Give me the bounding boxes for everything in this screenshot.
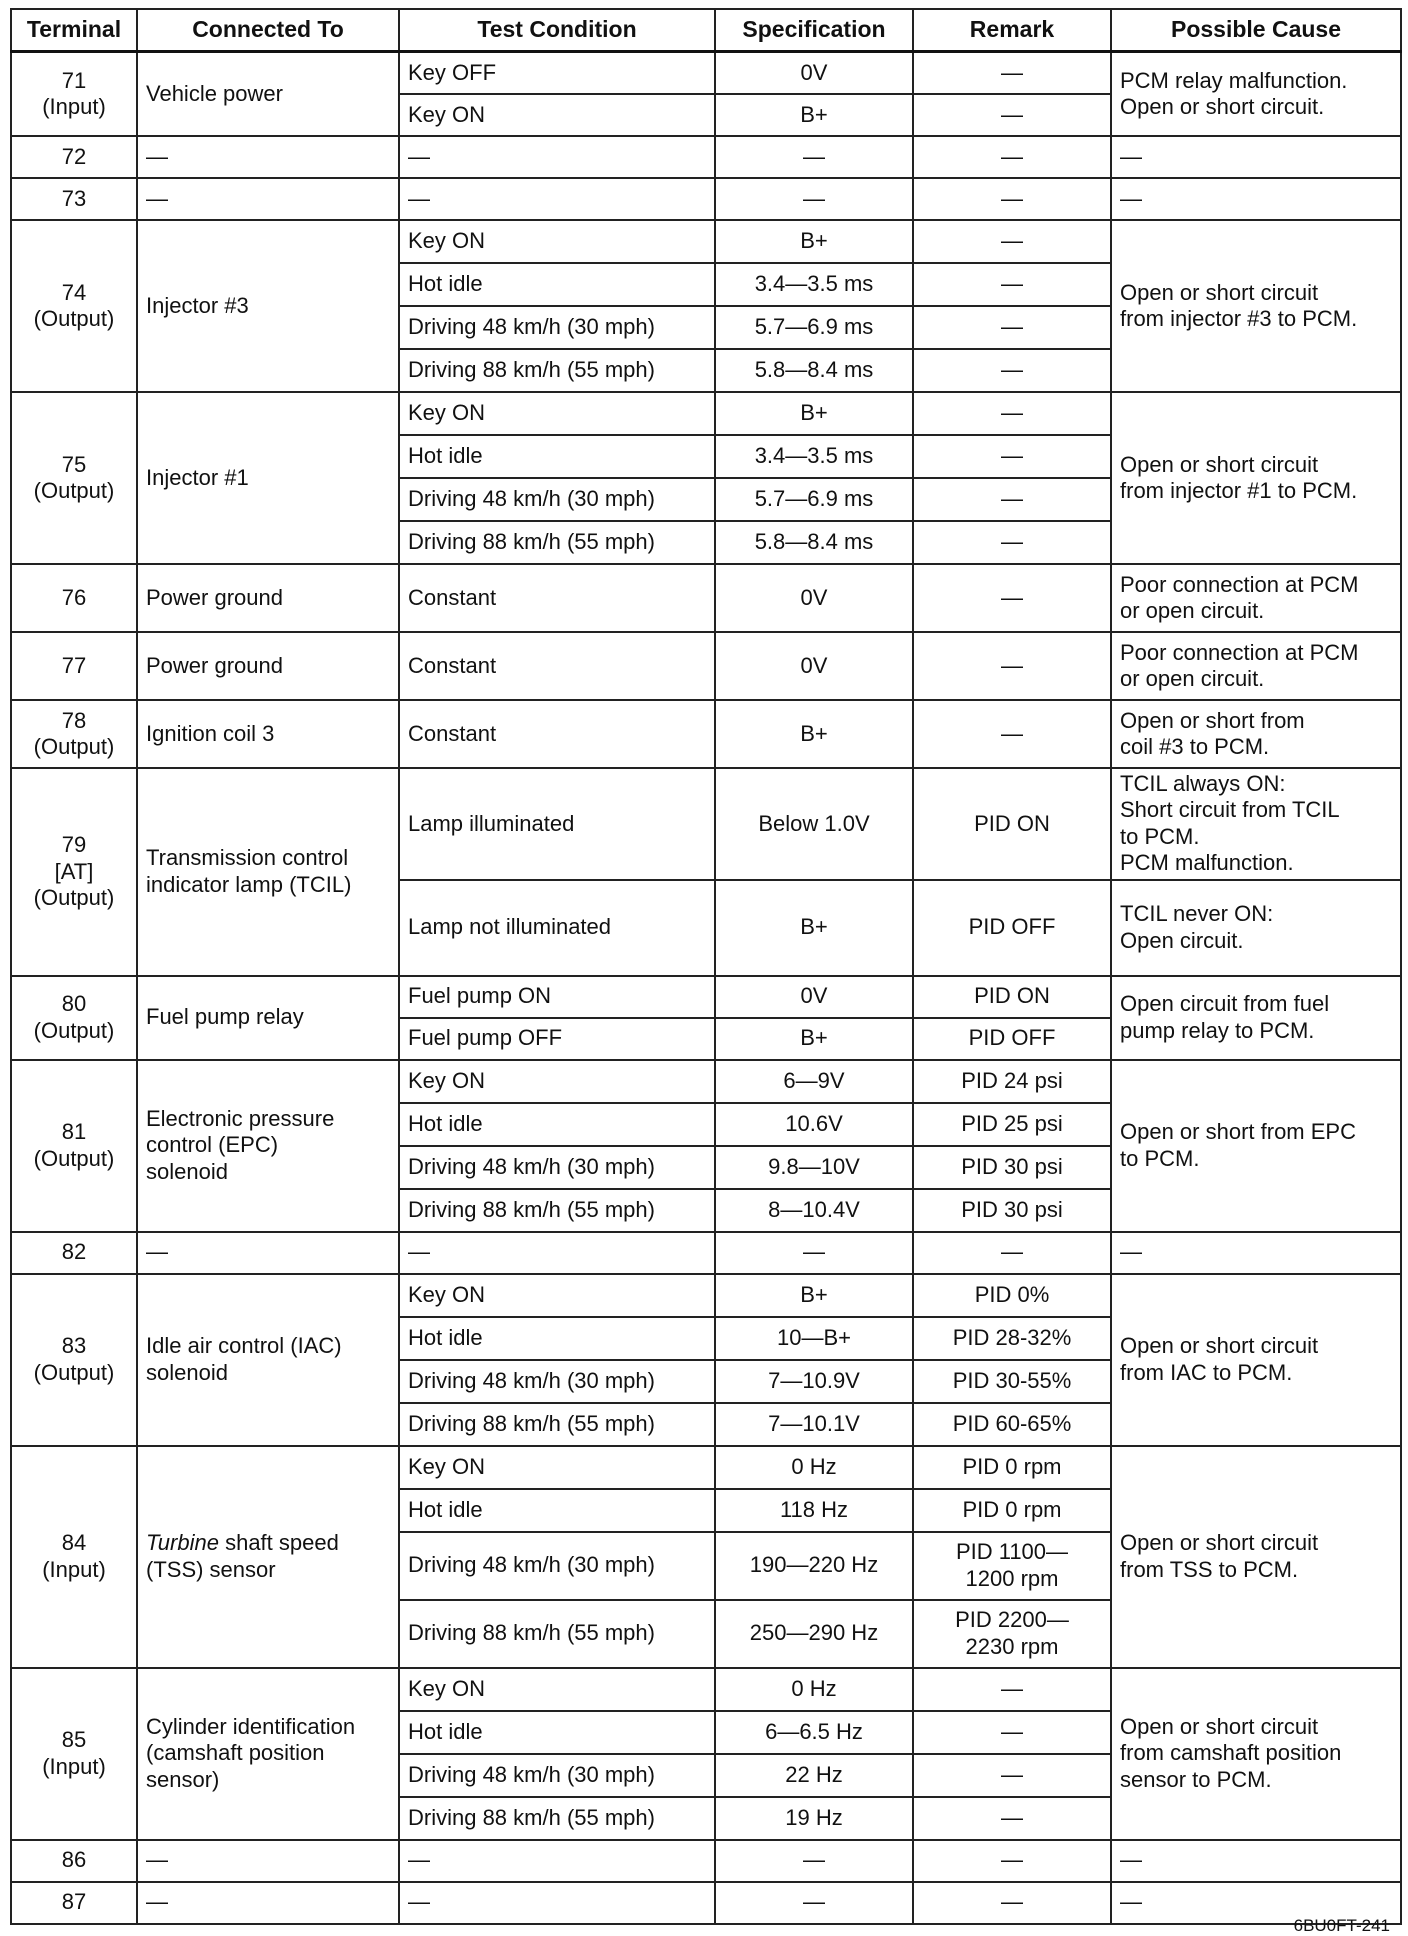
test-condition-cell: Driving 88 km/h (55 mph) bbox=[399, 349, 715, 392]
remark-cell: PID 2200— 2230 rpm bbox=[913, 1600, 1111, 1668]
terminal-cell: 78 (Output) bbox=[11, 700, 137, 768]
test-condition-cell: Hot idle bbox=[399, 1489, 715, 1532]
test-condition-cell: Driving 88 km/h (55 mph) bbox=[399, 1600, 715, 1668]
specification-cell: 10.6V bbox=[715, 1103, 913, 1146]
specification-cell: B+ bbox=[715, 392, 913, 435]
specification-cell: — bbox=[715, 1840, 913, 1882]
remark-cell: PID 1100— 1200 rpm bbox=[913, 1532, 1111, 1600]
test-condition-cell: Key OFF bbox=[399, 52, 715, 95]
possible-cause-cell: Open or short from coil #3 to PCM. bbox=[1111, 700, 1401, 768]
remark-cell: — bbox=[913, 1840, 1111, 1882]
remark-cell: PID 28-32% bbox=[913, 1317, 1111, 1360]
test-condition-cell: Key ON bbox=[399, 1060, 715, 1103]
test-condition-cell: Lamp illuminated bbox=[399, 768, 715, 880]
specification-cell: B+ bbox=[715, 220, 913, 263]
header-terminal: Terminal bbox=[11, 9, 137, 52]
specification-cell: 9.8—10V bbox=[715, 1146, 913, 1189]
test-condition-cell: Constant bbox=[399, 700, 715, 768]
test-condition-cell: Driving 88 km/h (55 mph) bbox=[399, 521, 715, 564]
specification-cell: — bbox=[715, 136, 913, 178]
connected-to-cell: Vehicle power bbox=[137, 52, 399, 137]
table-row bbox=[11, 136, 1401, 178]
test-condition-cell: Hot idle bbox=[399, 1103, 715, 1146]
specification-cell: 0 Hz bbox=[715, 1668, 913, 1711]
specification-cell: 5.8—8.4 ms bbox=[715, 521, 913, 564]
test-condition-cell: Hot idle bbox=[399, 1711, 715, 1754]
possible-cause-cell: Open or short circuit from TSS to PCM. bbox=[1111, 1446, 1401, 1668]
table-row bbox=[11, 632, 1401, 700]
remark-cell: — bbox=[913, 1797, 1111, 1840]
possible-cause-cell: Poor connection at PCM or open circuit. bbox=[1111, 632, 1401, 700]
specification-cell: — bbox=[715, 178, 913, 220]
specification-cell: — bbox=[715, 1882, 913, 1924]
remark-cell: — bbox=[913, 52, 1111, 95]
test-condition-cell: Key ON bbox=[399, 1668, 715, 1711]
table-row bbox=[11, 1446, 1401, 1489]
figure-code: 6BU0FT-241 bbox=[1293, 1916, 1390, 1935]
remark-cell: — bbox=[913, 478, 1111, 521]
possible-cause-cell: — bbox=[1111, 136, 1401, 178]
remark-cell: — bbox=[913, 94, 1111, 136]
table-row bbox=[11, 1882, 1401, 1924]
remark-cell: PID 30 psi bbox=[913, 1146, 1111, 1189]
test-condition-cell: Fuel pump OFF bbox=[399, 1018, 715, 1060]
test-condition-cell: — bbox=[399, 1840, 715, 1882]
table-row bbox=[11, 52, 1401, 95]
remark-cell: — bbox=[913, 349, 1111, 392]
possible-cause-cell: Open or short circuit from injector #3 to PCM. bbox=[1111, 220, 1401, 392]
remark-cell: — bbox=[913, 263, 1111, 306]
pcm-terminal-table-sheet bbox=[10, 8, 1400, 1935]
specification-cell: B+ bbox=[715, 1018, 913, 1060]
remark-cell: — bbox=[913, 1668, 1111, 1711]
pcm-terminal-table bbox=[10, 8, 1402, 1925]
specification-cell: 5.7—6.9 ms bbox=[715, 306, 913, 349]
possible-cause-cell: Open or short circuit from camshaft position sensor to PCM. bbox=[1111, 1668, 1401, 1840]
possible-cause-cell: Poor connection at PCM or open circuit. bbox=[1111, 564, 1401, 632]
remark-cell: PID ON bbox=[913, 976, 1111, 1018]
remark-cell: — bbox=[913, 1711, 1111, 1754]
test-condition-cell: Driving 48 km/h (30 mph) bbox=[399, 1360, 715, 1403]
specification-cell: 6—9V bbox=[715, 1060, 913, 1103]
table-body bbox=[11, 52, 1401, 1924]
connected-to-cell: — bbox=[137, 1882, 399, 1924]
test-condition-cell: — bbox=[399, 178, 715, 220]
connected-to-cell: — bbox=[137, 178, 399, 220]
possible-cause-cell: — bbox=[1111, 1840, 1401, 1882]
table-row bbox=[11, 1232, 1401, 1274]
specification-cell: 0V bbox=[715, 632, 913, 700]
connected-to-cell: — bbox=[137, 136, 399, 178]
test-condition-cell: Fuel pump ON bbox=[399, 976, 715, 1018]
specification-cell: B+ bbox=[715, 94, 913, 136]
specification-cell: 118 Hz bbox=[715, 1489, 913, 1532]
terminal-cell: 80 (Output) bbox=[11, 976, 137, 1060]
terminal-cell: 74 (Output) bbox=[11, 220, 137, 392]
remark-cell: PID OFF bbox=[913, 880, 1111, 976]
terminal-cell: 71 (Input) bbox=[11, 52, 137, 137]
table-row bbox=[11, 768, 1401, 880]
terminal-cell: 83 (Output) bbox=[11, 1274, 137, 1446]
specification-cell: Below 1.0V bbox=[715, 768, 913, 880]
specification-cell: 0V bbox=[715, 976, 913, 1018]
test-condition-cell: Driving 48 km/h (30 mph) bbox=[399, 306, 715, 349]
possible-cause-cell: TCIL always ON: Short circuit from TCIL to PCM. PCM malfunction. bbox=[1111, 768, 1401, 880]
header-specification: Specification bbox=[715, 9, 913, 52]
connected-to-cell: Electronic pressure control (EPC) solenoid bbox=[137, 1060, 399, 1232]
test-condition-cell: Key ON bbox=[399, 1274, 715, 1317]
table-header-row bbox=[11, 9, 1401, 52]
specification-cell: 7—10.1V bbox=[715, 1403, 913, 1446]
remark-cell: — bbox=[913, 306, 1111, 349]
terminal-cell: 87 bbox=[11, 1882, 137, 1924]
test-condition-cell: Driving 88 km/h (55 mph) bbox=[399, 1403, 715, 1446]
connected-to-cell: Cylinder identification (camshaft position sensor) bbox=[137, 1668, 399, 1840]
possible-cause-cell: Open or short circuit from injector #1 to PCM. bbox=[1111, 392, 1401, 564]
specification-cell: 0V bbox=[715, 52, 913, 95]
table-row bbox=[11, 1840, 1401, 1882]
table-row bbox=[11, 1274, 1401, 1317]
terminal-cell: 81 (Output) bbox=[11, 1060, 137, 1232]
test-condition-cell: Lamp not illuminated bbox=[399, 880, 715, 976]
remark-cell: — bbox=[913, 220, 1111, 263]
remark-cell: PID 24 psi bbox=[913, 1060, 1111, 1103]
table-row bbox=[11, 700, 1401, 768]
specification-cell: B+ bbox=[715, 1274, 913, 1317]
remark-cell: — bbox=[913, 136, 1111, 178]
terminal-cell: 84 (Input) bbox=[11, 1446, 137, 1668]
specification-cell: 10—B+ bbox=[715, 1317, 913, 1360]
remark-cell: — bbox=[913, 178, 1111, 220]
header-connected-to: Connected To bbox=[137, 9, 399, 52]
specification-cell: B+ bbox=[715, 700, 913, 768]
terminal-cell: 79 [AT] (Output) bbox=[11, 768, 137, 976]
test-condition-cell: — bbox=[399, 1882, 715, 1924]
specification-cell: 250—290 Hz bbox=[715, 1600, 913, 1668]
connected-to-cell: Injector #1 bbox=[137, 392, 399, 564]
specification-cell: 0V bbox=[715, 564, 913, 632]
terminal-cell: 77 bbox=[11, 632, 137, 700]
table-row bbox=[11, 220, 1401, 263]
specification-cell: 3.4—3.5 ms bbox=[715, 435, 913, 478]
specification-cell: 7—10.9V bbox=[715, 1360, 913, 1403]
table-row bbox=[11, 564, 1401, 632]
remark-cell: PID 30 psi bbox=[913, 1189, 1111, 1232]
connected-to-cell: — bbox=[137, 1840, 399, 1882]
remark-cell: PID 0% bbox=[913, 1274, 1111, 1317]
test-condition-cell: Hot idle bbox=[399, 1317, 715, 1360]
remark-cell: — bbox=[913, 392, 1111, 435]
specification-cell: 19 Hz bbox=[715, 1797, 913, 1840]
connected-to-cell: Injector #3 bbox=[137, 220, 399, 392]
test-condition-cell: Driving 48 km/h (30 mph) bbox=[399, 478, 715, 521]
remark-cell: — bbox=[913, 700, 1111, 768]
table-row bbox=[11, 1668, 1401, 1711]
specification-cell: 3.4—3.5 ms bbox=[715, 263, 913, 306]
table-row bbox=[11, 392, 1401, 435]
table-row bbox=[11, 178, 1401, 220]
specification-cell: 5.8—8.4 ms bbox=[715, 349, 913, 392]
test-condition-cell: — bbox=[399, 1232, 715, 1274]
italic-word: Turbine bbox=[146, 1530, 219, 1556]
table-row bbox=[11, 1060, 1401, 1103]
terminal-cell: 75 (Output) bbox=[11, 392, 137, 564]
possible-cause-cell: PCM relay malfunction. Open or short circuit. bbox=[1111, 52, 1401, 137]
remark-cell: PID ON bbox=[913, 768, 1111, 880]
remark-cell: — bbox=[913, 564, 1111, 632]
remark-cell: PID 30-55% bbox=[913, 1360, 1111, 1403]
connected-to-cell: — bbox=[137, 1232, 399, 1274]
possible-cause-cell: — bbox=[1111, 1882, 1401, 1924]
remark-cell: — bbox=[913, 435, 1111, 478]
possible-cause-cell: — bbox=[1111, 178, 1401, 220]
test-condition-cell: Constant bbox=[399, 564, 715, 632]
header-possible-cause: Possible Cause bbox=[1111, 9, 1401, 52]
terminal-cell: 73 bbox=[11, 178, 137, 220]
terminal-cell: 76 bbox=[11, 564, 137, 632]
test-condition-cell: Driving 48 km/h (30 mph) bbox=[399, 1532, 715, 1600]
remark-cell: — bbox=[913, 1754, 1111, 1797]
possible-cause-cell: Open circuit from fuel pump relay to PCM. bbox=[1111, 976, 1401, 1060]
specification-cell: 190—220 Hz bbox=[715, 1532, 913, 1600]
possible-cause-cell: Open or short from EPC to PCM. bbox=[1111, 1060, 1401, 1232]
test-condition-cell: — bbox=[399, 136, 715, 178]
header-remark: Remark bbox=[913, 9, 1111, 52]
remark-cell: PID OFF bbox=[913, 1018, 1111, 1060]
specification-cell: 5.7—6.9 ms bbox=[715, 478, 913, 521]
header-test-condition: Test Condition bbox=[399, 9, 715, 52]
specification-cell: B+ bbox=[715, 880, 913, 976]
specification-cell: 6—6.5 Hz bbox=[715, 1711, 913, 1754]
remark-cell: — bbox=[913, 521, 1111, 564]
test-condition-cell: Constant bbox=[399, 632, 715, 700]
connected-to-cell: Power ground bbox=[137, 632, 399, 700]
test-condition-cell: Driving 88 km/h (55 mph) bbox=[399, 1189, 715, 1232]
connected-to-cell: Turbine shaft speed (TSS) sensor bbox=[137, 1446, 399, 1668]
test-condition-cell: Driving 88 km/h (55 mph) bbox=[399, 1797, 715, 1840]
connected-to-cell: Idle air control (IAC) solenoid bbox=[137, 1274, 399, 1446]
connected-to-cell: Fuel pump relay bbox=[137, 976, 399, 1060]
remark-cell: PID 0 rpm bbox=[913, 1489, 1111, 1532]
connected-to-cell: Transmission control indicator lamp (TCIL) bbox=[137, 768, 399, 976]
test-condition-cell: Driving 48 km/h (30 mph) bbox=[399, 1146, 715, 1189]
remark-cell: — bbox=[913, 1882, 1111, 1924]
terminal-cell: 86 bbox=[11, 1840, 137, 1882]
terminal-cell: 72 bbox=[11, 136, 137, 178]
specification-cell: 22 Hz bbox=[715, 1754, 913, 1797]
test-condition-cell: Key ON bbox=[399, 94, 715, 136]
test-condition-cell: Key ON bbox=[399, 220, 715, 263]
possible-cause-cell: TCIL never ON: Open circuit. bbox=[1111, 880, 1401, 976]
possible-cause-cell: Open or short circuit from IAC to PCM. bbox=[1111, 1274, 1401, 1446]
test-condition-cell: Key ON bbox=[399, 392, 715, 435]
remark-cell: — bbox=[913, 632, 1111, 700]
remark-cell: PID 60-65% bbox=[913, 1403, 1111, 1446]
remark-cell: PID 25 psi bbox=[913, 1103, 1111, 1146]
terminal-cell: 82 bbox=[11, 1232, 137, 1274]
terminal-cell: 85 (Input) bbox=[11, 1668, 137, 1840]
specification-cell: — bbox=[715, 1232, 913, 1274]
specification-cell: 0 Hz bbox=[715, 1446, 913, 1489]
possible-cause-cell: — bbox=[1111, 1232, 1401, 1274]
connected-to-cell: Ignition coil 3 bbox=[137, 700, 399, 768]
specification-cell: 8—10.4V bbox=[715, 1189, 913, 1232]
test-condition-cell: Hot idle bbox=[399, 263, 715, 306]
table-row bbox=[11, 976, 1401, 1018]
remark-cell: — bbox=[913, 1232, 1111, 1274]
connected-to-cell: Power ground bbox=[137, 564, 399, 632]
test-condition-cell: Key ON bbox=[399, 1446, 715, 1489]
remark-cell: PID 0 rpm bbox=[913, 1446, 1111, 1489]
test-condition-cell: Driving 48 km/h (30 mph) bbox=[399, 1754, 715, 1797]
test-condition-cell: Hot idle bbox=[399, 435, 715, 478]
